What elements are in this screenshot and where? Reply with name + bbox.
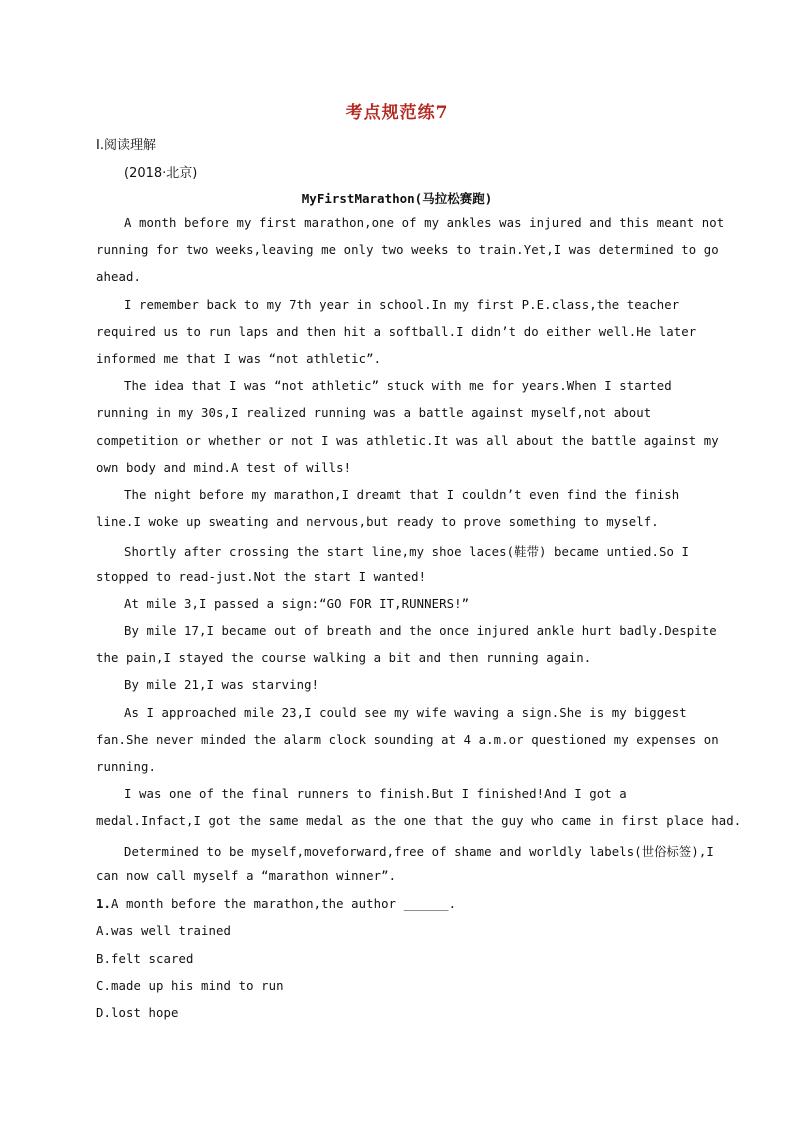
option-a[interactable]: A.was well trained xyxy=(96,924,232,938)
passage-line: medal.Infact,I got the same medal as the one that the guy who came in first place had. xyxy=(96,814,742,828)
passage-line: ahead. xyxy=(96,270,142,284)
option-d[interactable]: D.lost hope xyxy=(96,1006,179,1020)
passage-line: the pain,I stayed the course walking a bit and then running again. xyxy=(96,651,592,665)
passage-line: By mile 17,I became out of breath and the once injured ankle hurt badly.Despite xyxy=(124,624,717,638)
passage-title: MyFirstMarathon(马拉松赛跑) xyxy=(301,191,493,206)
passage-line: I remember back to my 7th year in school.In my first P.E.class,the teacher xyxy=(124,298,680,312)
passage-line: can now call myself a “marathon winner”. xyxy=(96,869,397,883)
passage-line: I was one of the final runners to finish.But I finished!And I got a xyxy=(124,787,627,801)
passage-line: running. xyxy=(96,760,157,774)
passage-line: competition or whether or not I was athletic.It was all about the battle against my xyxy=(96,434,719,448)
passage-line: required us to run laps and then hit a softball.I didn’t do either well.He later xyxy=(96,325,697,339)
passage-line: Shortly after crossing the start line,my shoe laces(鞋带) became untied.So I xyxy=(124,545,690,559)
question-number: 1. xyxy=(96,897,112,911)
option-b[interactable]: B.felt scared xyxy=(96,952,194,966)
passage-line: informed me that I was “not athletic”. xyxy=(96,352,382,366)
passage-line: running for two weeks,leaving me only two weeks to train.Yet,I was determined to go xyxy=(96,243,719,257)
passage-line: stopped to read-just.Not the start I wanted! xyxy=(96,570,427,584)
option-c[interactable]: C.made up his mind to run xyxy=(96,979,284,993)
passage-line: As I approached mile 23,I could see my wife waving a sign.She is my biggest xyxy=(124,706,687,720)
section-heading: Ⅰ.阅读理解 xyxy=(96,138,156,153)
source-label: (2018·北京) xyxy=(124,166,198,181)
passage-line: By mile 21,I was starving! xyxy=(124,678,320,692)
passage-line: running in my 30s,I realized running was a battle against myself,not about xyxy=(96,406,652,420)
passage-line: own body and mind.A test of wills! xyxy=(96,461,352,475)
passage-line: Determined to be myself,moveforward,free of shame and worldly labels(世俗标签),I xyxy=(124,845,714,859)
passage-line: line.I woke up sweating and nervous,but ready to prove something to myself. xyxy=(96,515,659,529)
passage-line: A month before my first marathon,one of my ankles was injured and this meant not xyxy=(124,216,725,230)
page-title: 考点规范练7 xyxy=(345,103,449,123)
passage-line: At mile 3,I passed a sign:“GO FOR IT,RUNNERS!” xyxy=(124,597,470,611)
question-stem xyxy=(96,897,706,911)
question-text: A month before the marathon,the author ______. xyxy=(111,897,457,911)
passage-line: The idea that I was “not athletic” stuck with me for years.When I started xyxy=(124,379,672,393)
passage-line: fan.She never minded the alarm clock sounding at 4 a.m.or questioned my expenses on xyxy=(96,733,719,747)
passage-line: The night before my marathon,I dreamt that I couldn’t even find the finish xyxy=(124,488,680,502)
